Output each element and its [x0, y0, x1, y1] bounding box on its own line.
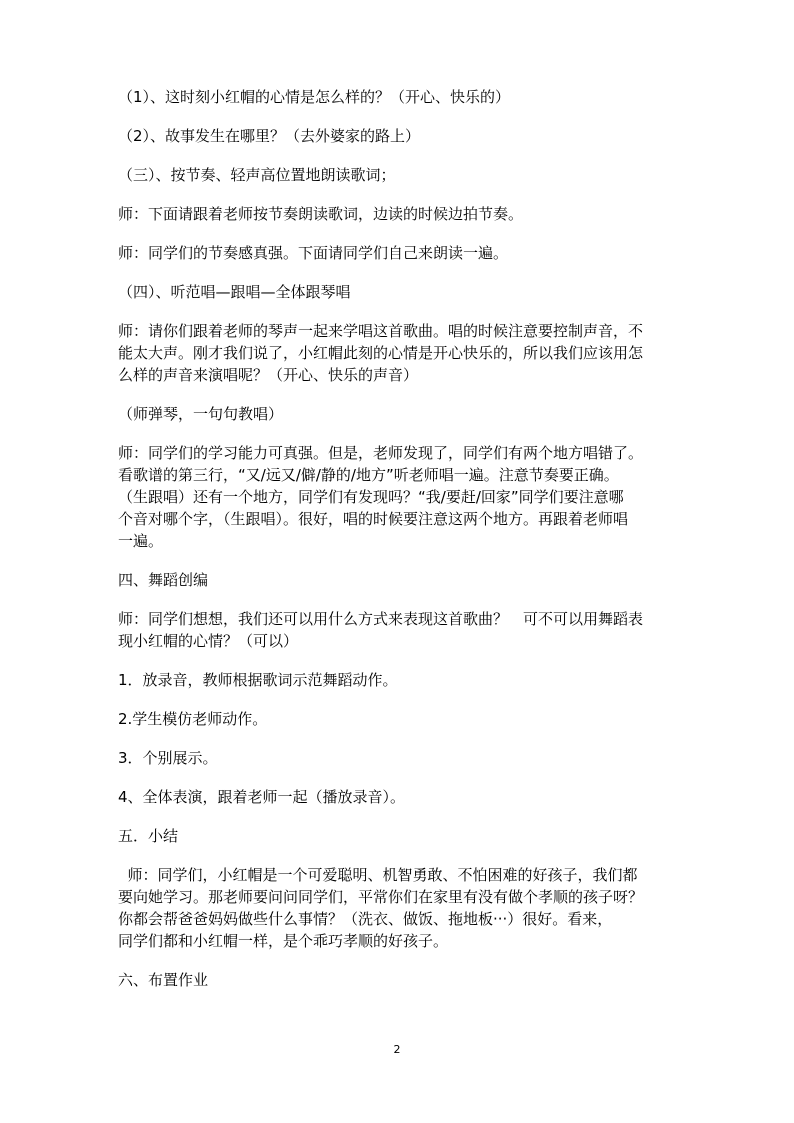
text-line: （师弹琴，一句句教唱）	[118, 405, 284, 423]
paragraph	[118, 669, 684, 691]
paragraph	[118, 403, 684, 425]
paragraph	[118, 747, 684, 769]
text-line: 师：同学们的节奏感真强。下面请同学们自己来朗读一遍。	[118, 244, 509, 262]
text-line: 一遍。	[118, 532, 164, 550]
text-line: （1）、这时刻小红帽的心情是怎么样的？（开心、快乐的）	[118, 88, 511, 106]
paragraph	[118, 825, 684, 847]
paragraph	[118, 864, 684, 952]
text-line: 4、全体表演，跟着老师一起（播放录音）。	[118, 788, 406, 806]
paragraph	[118, 281, 684, 303]
paragraph	[118, 569, 684, 591]
paragraph	[118, 442, 684, 552]
paragraph	[118, 125, 684, 147]
paragraph	[118, 320, 684, 386]
text-line: 师：请你们跟着老师的琴声一起来学唱这首歌曲。唱的时候注意要控制声音，不	[118, 322, 644, 340]
paragraph	[118, 708, 684, 730]
paragraph	[118, 86, 684, 108]
text-line: 现小红帽的心情？（可以）	[118, 632, 299, 650]
text-line: 师：同学们的学习能力可真强。但是，老师发现了，同学们有两个地方唱错了。	[118, 444, 644, 462]
paragraph	[118, 786, 684, 808]
paragraph	[118, 203, 684, 225]
text-line: 要向她学习。那老师要问问同学们，平常你们在家里有没有做个孝顺的孩子呀？	[118, 888, 644, 906]
text-line: 六、布置作业	[118, 971, 209, 989]
text-line: 2.学生模仿老师动作。	[118, 710, 268, 728]
text-line: 么样的声音来演唱呢？（开心、快乐的声音）	[118, 366, 419, 384]
text-line: 五．小结	[118, 827, 179, 845]
text-line: （四）、听范唱—跟唱—全体跟琴唱	[118, 283, 351, 301]
text-line: 3．个别展示。	[118, 749, 218, 767]
paragraph	[118, 242, 684, 264]
text-line: 师：同学们想想，我们还可以用什么方式来表现这首歌曲？ 可不可以用舞蹈表	[118, 610, 644, 628]
text-line: （生跟唱）还有一个地方，同学们有发现吗？“我/要赶/回家”同学们要注意哪	[118, 488, 624, 506]
page-number: 2	[393, 1043, 401, 1056]
text-line: （三）、按节奏、轻声高位置地朗读歌词；	[118, 166, 396, 184]
text-line: 你都会帮爸爸妈妈做些什么事情？（洗衣、做饭、拖地板···）很好。看来，	[118, 910, 613, 928]
document-body	[118, 86, 684, 1008]
text-line: 个音对哪个字，（生跟唱）。很好，唱的时候要注意这两个地方。再跟着老师唱	[118, 510, 629, 528]
text-line: 师：下面请跟着老师按节奏朗读歌词，边读的时候边拍节奏。	[118, 205, 524, 223]
paragraph	[118, 608, 684, 652]
text-line: 四、舞蹈创编	[118, 571, 209, 589]
text-line: 师：同学们，小红帽是一个可爱聪明、机智勇敢、不怕困难的好孩子，我们都	[118, 866, 638, 884]
text-line: 看歌谱的第三行，“又/远又/僻/静的/地方”听老师唱一遍。注意节奏要正确。	[118, 466, 619, 484]
paragraph	[118, 164, 684, 186]
text-line: （2）、故事发生在哪里？（去外婆家的路上）	[118, 127, 421, 145]
text-line: 能太大声。刚才我们说了，小红帽此刻的心情是开心快乐的，所以我们应该用怎	[118, 344, 644, 362]
text-line: 同学们都和小红帽一样，是个乖巧孝顺的好孩子。	[118, 932, 449, 950]
paragraph	[118, 969, 684, 991]
text-line: 1．放录音，教师根据歌词示范舞蹈动作。	[118, 671, 398, 689]
